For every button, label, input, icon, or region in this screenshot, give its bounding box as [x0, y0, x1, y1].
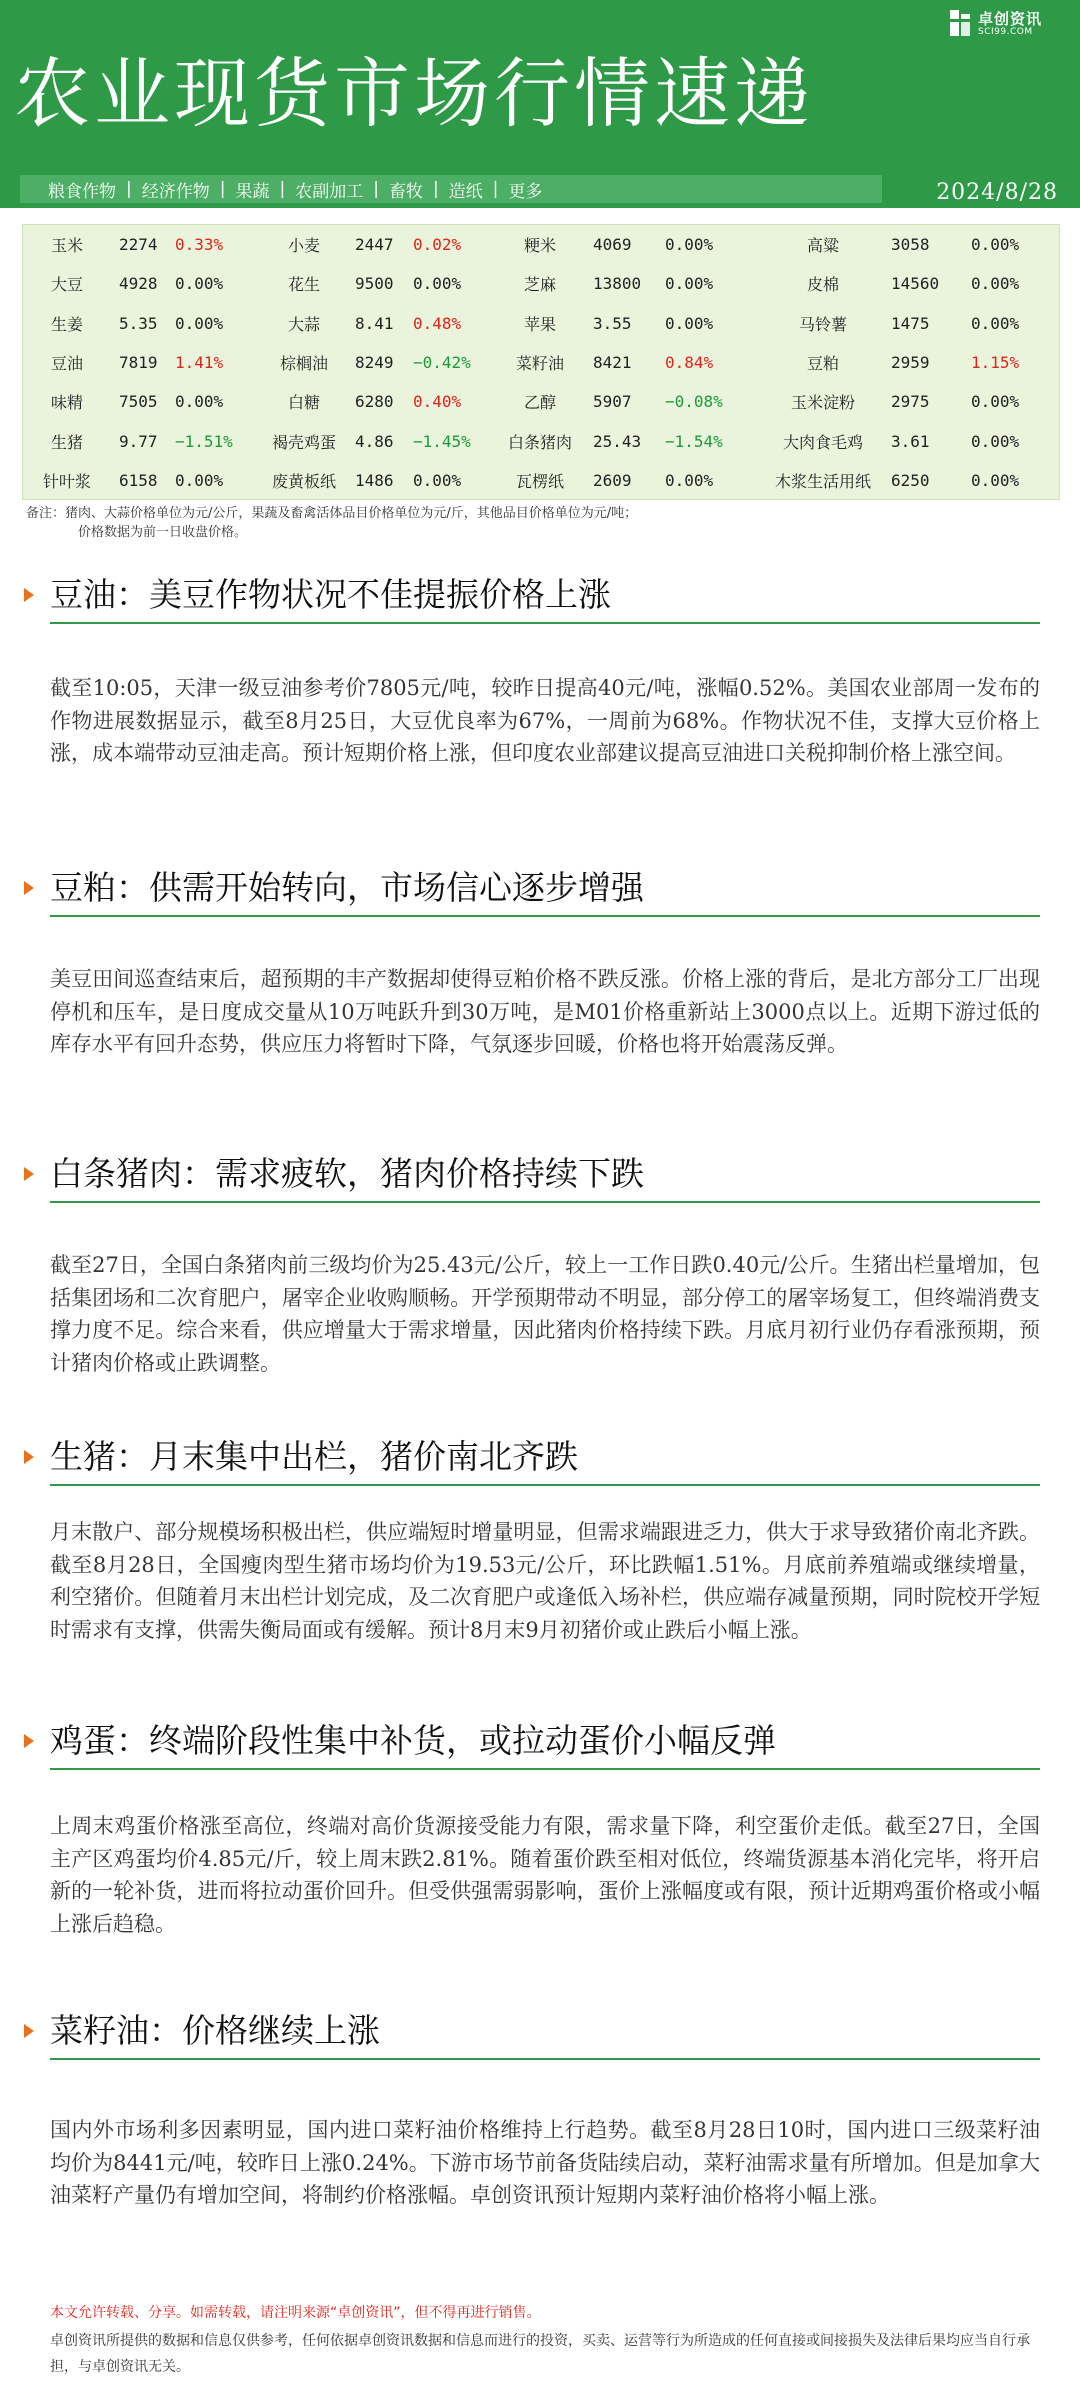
commodity-name: 大肉食毛鸡	[782, 432, 863, 452]
commodity-price: 8249	[355, 353, 394, 373]
commodity-name: 苹果	[523, 314, 556, 334]
commodity-change: −0.08%	[665, 392, 723, 412]
page-title: 农业现货市场行情速递	[14, 49, 814, 138]
commodity-name: 针叶浆	[42, 471, 91, 491]
commodity-change: 0.00%	[175, 313, 224, 333]
commodity-price: 1486	[355, 470, 394, 490]
price-row	[23, 421, 1061, 460]
commodity-change: 0.00%	[971, 274, 1020, 294]
section-divider	[50, 915, 1040, 917]
section-body: 截至10:05，天津一级豆油参考价7805元/吨，较昨日提高40元/吨，涨幅0.52%。美国农业部周一发布的作物进展数据显示，截至8月25日，大豆优良率为67%，一周前为68%。作物状况不佳，支撑大豆价格上涨，成本端带动豆油走高。预计短期价格上涨，但印度农业部建议提高豆油进口关税抑制价格上涨空间。	[50, 676, 1040, 765]
section-body: 上周末鸡蛋价格涨至高位，终端对高价货源接受能力有限，需求量下降，利空蛋价走低。截至27日，全国主产区鸡蛋均价4.85元/斤，较上周末跌2.81%。随着蛋价跌至相对低位，终端货源基本消化完毕，将开启新的一轮补货，进而将拉动蛋价回升。但受供强需弱影响，蛋价上涨幅度或有限，预计近期鸡蛋价格或小幅上涨后趋稳。	[50, 1814, 1040, 1936]
brand-logo[interactable]	[950, 8, 1060, 42]
commodity-name: 芝麻	[523, 275, 556, 295]
commodity-name: 生猪	[50, 432, 83, 452]
commodity-price: 7819	[119, 353, 158, 373]
commodity-name: 菜籽油	[515, 354, 564, 374]
nav-item-fruits-vegetables[interactable]: 果蔬	[235, 181, 270, 202]
commodity-name: 粳米	[523, 236, 556, 256]
commodity-change: 1.15%	[971, 353, 1020, 373]
commodity-name: 褐壳鸡蛋	[271, 432, 336, 452]
commodity-name: 玉米	[50, 236, 83, 256]
commodity-change: 0.00%	[971, 470, 1020, 490]
bullet-arrow-icon	[24, 881, 34, 895]
bullet-arrow-icon	[24, 1734, 34, 1748]
commodity-price: 2274	[119, 235, 158, 255]
section-rapeseed-oil	[0, 2008, 1080, 2207]
commodity-change: 0.00%	[971, 392, 1020, 412]
commodity-change: 0.00%	[665, 235, 714, 255]
commodity-price: 2447	[355, 235, 394, 255]
commodity-name: 豆粕	[806, 354, 839, 374]
section-divider	[50, 2058, 1040, 2060]
price-note	[26, 504, 637, 542]
footer-copyright: 本文允许转载、分享。如需转载，请注明来源“卓创资讯”，但不得再进行销售。	[50, 2305, 541, 2321]
commodity-price: 4069	[593, 235, 632, 255]
nav-separator: |	[492, 179, 499, 199]
commodity-price: 3.61	[891, 431, 930, 451]
commodity-change: 0.00%	[175, 470, 224, 490]
section-soybean-oil	[0, 572, 1080, 765]
price-table	[22, 224, 1060, 500]
commodity-price: 6158	[119, 470, 158, 490]
commodity-change: 0.33%	[175, 235, 224, 255]
bullet-arrow-icon	[24, 1450, 34, 1464]
bullet-arrow-icon	[24, 1167, 34, 1181]
commodity-price: 2959	[891, 353, 930, 373]
nav-item-more[interactable]: 更多	[508, 181, 543, 202]
footer-disclaimer: 卓创资讯所提供的数据和信息仅供参考，任何依据卓创资讯数据和信息而进行的投资，买卖、运营等行为所造成的任何直接或间接损失及法律后果均应当自行承担，与卓创资讯无关。	[50, 2333, 1030, 2375]
price-note-line1: 备注：猪肉、大蒜价格单位为元/公斤，果蔬及畜禽活体品目价格单位为元/斤，其他品目价格单位为元/吨；	[26, 506, 638, 521]
commodity-price: 8.41	[355, 313, 394, 333]
logo-text: 卓创资讯	[978, 10, 1043, 28]
section-title: 豆粕：供需开始转向，市场信心逐步增强	[50, 868, 644, 907]
commodity-price: 5.35	[119, 313, 158, 333]
commodity-name: 皮棉	[806, 275, 839, 295]
commodity-price: 8421	[593, 353, 632, 373]
commodity-name: 白条猪肉	[507, 432, 572, 452]
commodity-name: 乙醇	[523, 393, 556, 413]
section-eggs	[0, 1718, 1080, 1936]
commodity-change: 0.48%	[413, 313, 462, 333]
commodity-change: 0.40%	[413, 392, 462, 412]
logo-subtext: SCI99.COM	[978, 27, 1033, 37]
nav-item-livestock[interactable]: 畜牧	[388, 181, 423, 202]
section-body: 截至27日，全国白条猪肉前三级均价为25.43元/公斤，较上一工作日跌0.40元/公斤。生猪出栏量增加，包括集团场和二次育肥户，屠宰企业收购顺畅。开学预期带动不明显，部分停工的屠宰场复工，但终端消费支撑力度不足。综合来看，供应增量大于需求增量，因此猪肉价格持续下跌。月底月初行业仍存看涨预期，预计猪肉价格或止跌调整。	[50, 1253, 1040, 1375]
commodity-name: 马铃薯	[798, 314, 847, 334]
commodity-price: 3.55	[593, 313, 632, 333]
commodity-change: 0.00%	[971, 313, 1020, 333]
section-divider	[50, 1484, 1040, 1486]
commodity-change: 0.00%	[665, 313, 714, 333]
price-row	[23, 264, 1061, 303]
commodity-change: 0.00%	[665, 274, 714, 294]
commodity-price: 2609	[593, 470, 632, 490]
commodity-price: 4.86	[355, 431, 394, 451]
commodity-change: 0.00%	[413, 470, 462, 490]
commodity-price: 25.43	[593, 431, 642, 451]
commodity-name: 豆油	[50, 354, 83, 374]
commodity-change: 0.02%	[413, 235, 462, 255]
commodity-change: 0.00%	[971, 431, 1020, 451]
header-banner	[0, 0, 1080, 208]
commodity-price: 9.77	[119, 431, 158, 451]
commodity-change: 0.84%	[665, 353, 714, 373]
commodity-change: 0.00%	[413, 274, 462, 294]
section-divider	[50, 1768, 1040, 1770]
commodity-change: −0.42%	[413, 353, 471, 373]
commodity-name: 高粱	[806, 236, 839, 256]
section-body: 月末散户、部分规模场积极出栏，供应端短时增量明显，但需求端跟进乏力，供大于求导致猪价南北齐跌。截至8月28日，全国瘦肉型生猪市场均价为19.53元/公斤，环比跌幅1.51%。月底前养殖端或继续增量，利空猪价。但随着月末出栏计划完成，及二次育肥户或逢低入场补栏，供应端存减量预期，同时院校开学短时需求有支撑，供需失衡局面或有缓解。预计8月末9月初猪价或止跌后小幅上涨。	[50, 1520, 1040, 1642]
section-soybean-meal	[0, 865, 1080, 1056]
section-title: 白条猪肉：需求疲软，猪肉价格持续下跌	[50, 1154, 644, 1193]
nav-item-paper[interactable]: 造纸	[448, 181, 483, 202]
commodity-change: −1.45%	[413, 431, 471, 451]
commodity-price: 6250	[891, 470, 930, 490]
category-nav	[20, 175, 882, 203]
commodity-name: 玉米淀粉	[790, 393, 855, 413]
commodity-name: 生姜	[50, 314, 83, 334]
commodity-name: 白糖	[287, 393, 320, 413]
logo-mark-icon	[950, 10, 972, 36]
commodity-price: 14560	[891, 274, 940, 294]
commodity-price: 1475	[891, 313, 930, 333]
nav-item-cash-crops[interactable]: 经济作物	[141, 181, 210, 202]
commodity-name: 味精	[50, 393, 83, 413]
commodity-name: 大豆	[50, 275, 83, 295]
commodity-price: 5907	[593, 392, 632, 412]
price-row	[23, 461, 1061, 500]
section-body: 国内外市场利多因素明显，国内进口菜籽油价格维持上行趋势。截至8月28日10时，国内进口三级菜籽油均价为8441元/吨，较昨日上涨0.24%。下游市场节前备货陆续启动，菜籽油需求量有所增加。但是加拿大油菜籽产量仍有增加空间，将制约价格涨幅。卓创资讯预计短期内菜籽油价格将小幅上涨。	[50, 2118, 1040, 2207]
nav-separator: |	[126, 179, 132, 199]
commodity-name: 花生	[287, 275, 320, 295]
price-note-line2: 价格数据为前一日收盘价格。	[78, 525, 248, 540]
commodity-price: 6280	[355, 392, 394, 412]
commodity-name: 瓦楞纸	[515, 471, 564, 491]
commodity-price: 9500	[355, 274, 394, 294]
nav-item-grain[interactable]: 粮食作物	[48, 181, 116, 202]
price-row	[23, 343, 1061, 382]
commodity-change: 0.00%	[175, 392, 224, 412]
commodity-name: 小麦	[287, 236, 320, 256]
nav-separator: |	[219, 179, 226, 199]
commodity-change: −1.51%	[175, 431, 233, 451]
commodity-name: 大蒜	[287, 314, 320, 334]
commodity-name: 木浆生活用纸	[774, 471, 871, 491]
section-divider	[50, 1201, 1040, 1203]
commodity-change: 0.00%	[665, 470, 714, 490]
bullet-arrow-icon	[24, 588, 34, 602]
section-title: 鸡蛋：终端阶段性集中补货，或拉动蛋价小幅反弹	[50, 1721, 776, 1760]
section-divider	[50, 622, 1040, 624]
report-date: 2024/8/28	[936, 180, 1058, 205]
bullet-arrow-icon	[24, 2024, 34, 2038]
nav-separator: |	[432, 179, 439, 199]
price-row	[23, 304, 1061, 343]
commodity-change: −1.54%	[665, 431, 723, 451]
nav-item-agri-processing[interactable]: 农副加工	[295, 181, 364, 202]
section-title: 菜籽油：价格继续上涨	[50, 2011, 380, 2050]
price-row	[23, 382, 1061, 421]
commodity-change: 0.00%	[971, 235, 1020, 255]
commodity-price: 4928	[119, 274, 158, 294]
commodity-name: 废黄板纸	[271, 471, 336, 491]
nav-separator: |	[279, 179, 286, 199]
nav-separator: |	[373, 179, 379, 199]
section-title: 豆油：美豆作物状况不佳提振价格上涨	[50, 575, 611, 614]
section-title: 生猪：月末集中出栏，猪价南北齐跌	[50, 1437, 578, 1476]
commodity-change: 1.41%	[175, 353, 224, 373]
commodity-price: 3058	[891, 235, 930, 255]
section-live-hogs	[0, 1434, 1080, 1642]
commodity-price: 7505	[119, 392, 158, 412]
commodity-price: 2975	[891, 392, 930, 412]
commodity-price: 13800	[593, 274, 642, 294]
section-pork	[0, 1151, 1080, 1375]
section-body: 美豆田间巡查结束后，超预期的丰产数据却使得豆粕价格不跌反涨。价格上涨的背后，是北方部分工厂出现停机和压车，是日度成交量从10万吨跃升到30万吨，是M01价格重新站上3000点以上。近期下游过低的库存水平有回升态势，供应压力将暂时下降，气氛逐步回暖，价格也将开始震荡反弹。	[50, 967, 1040, 1056]
price-row	[23, 225, 1061, 264]
commodity-change: 0.00%	[175, 274, 224, 294]
commodity-name: 棕榈油	[279, 354, 328, 374]
